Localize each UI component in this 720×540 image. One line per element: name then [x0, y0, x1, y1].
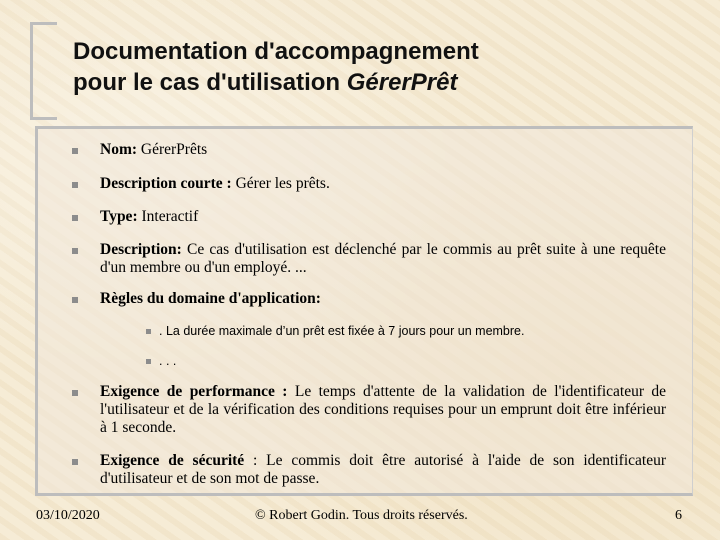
- item-label: Règles du domaine d'application:: [100, 290, 321, 307]
- bullet-icon: [72, 248, 78, 254]
- bullet-icon: [72, 459, 78, 465]
- bullet-icon: [72, 182, 78, 188]
- bullet-icon: [72, 215, 78, 221]
- item-type: [100, 208, 666, 226]
- item-label: Exigence de sécurité: [100, 452, 245, 469]
- item-text: Le temps d'attente de la validation de l'identificateur de l'utilisateur et de la vérification des conditions requises pour un emprunt doit être inférieur à 1 seconde.: [100, 383, 667, 436]
- item-description-courte: [100, 175, 666, 193]
- footer-page-number: 6: [675, 508, 682, 523]
- title-line-2: [73, 67, 693, 98]
- bullet-icon: [72, 297, 78, 303]
- item-label: Description:: [100, 241, 182, 258]
- item-label: Description courte :: [100, 175, 232, 192]
- sub-bullet-icon: [146, 329, 151, 334]
- item-securite: [100, 452, 666, 488]
- item-nom: [100, 141, 666, 159]
- item-text: Interactif: [137, 208, 199, 225]
- sub-bullet-icon: [146, 359, 151, 364]
- bullet-icon: [72, 148, 78, 154]
- slide-title: [73, 36, 693, 98]
- subitem-duree: . La durée maximale d’un prêt est fixée à 7 jours pour un membre.: [159, 324, 525, 338]
- footer-date: 03/10/2020: [36, 508, 100, 523]
- item-label: Type:: [100, 208, 138, 225]
- title-line-1: Documentation d'accompagnement: [73, 38, 479, 65]
- title-line-2-prefix: pour le cas d'utilisation: [73, 69, 347, 96]
- item-text: : Le commis doit être autorisé à l'aide de son identificateur d'utilisateur et de son mot de passe.: [100, 452, 666, 487]
- footer-copyright: © Robert Godin. Tous droits réservés.: [255, 508, 468, 523]
- item-label: Exigence de performance :: [100, 383, 288, 400]
- item-label: Nom:: [100, 141, 138, 158]
- title-frame: [30, 22, 57, 120]
- item-performance: [100, 383, 666, 437]
- bullet-icon: [72, 390, 78, 396]
- item-text: Gérer les prêts.: [231, 175, 330, 192]
- item-text: Ce cas d'utilisation est déclenché par le commis au prêt suite à une requête d'un membre ou d'un employé. ...: [100, 241, 666, 276]
- item-regles: [100, 290, 666, 308]
- item-description: [100, 241, 666, 277]
- subitem-ellipsis: . . .: [159, 354, 177, 368]
- item-text: GérerPrêts: [137, 141, 208, 158]
- title-emphasis: GérerPrêt: [346, 69, 458, 96]
